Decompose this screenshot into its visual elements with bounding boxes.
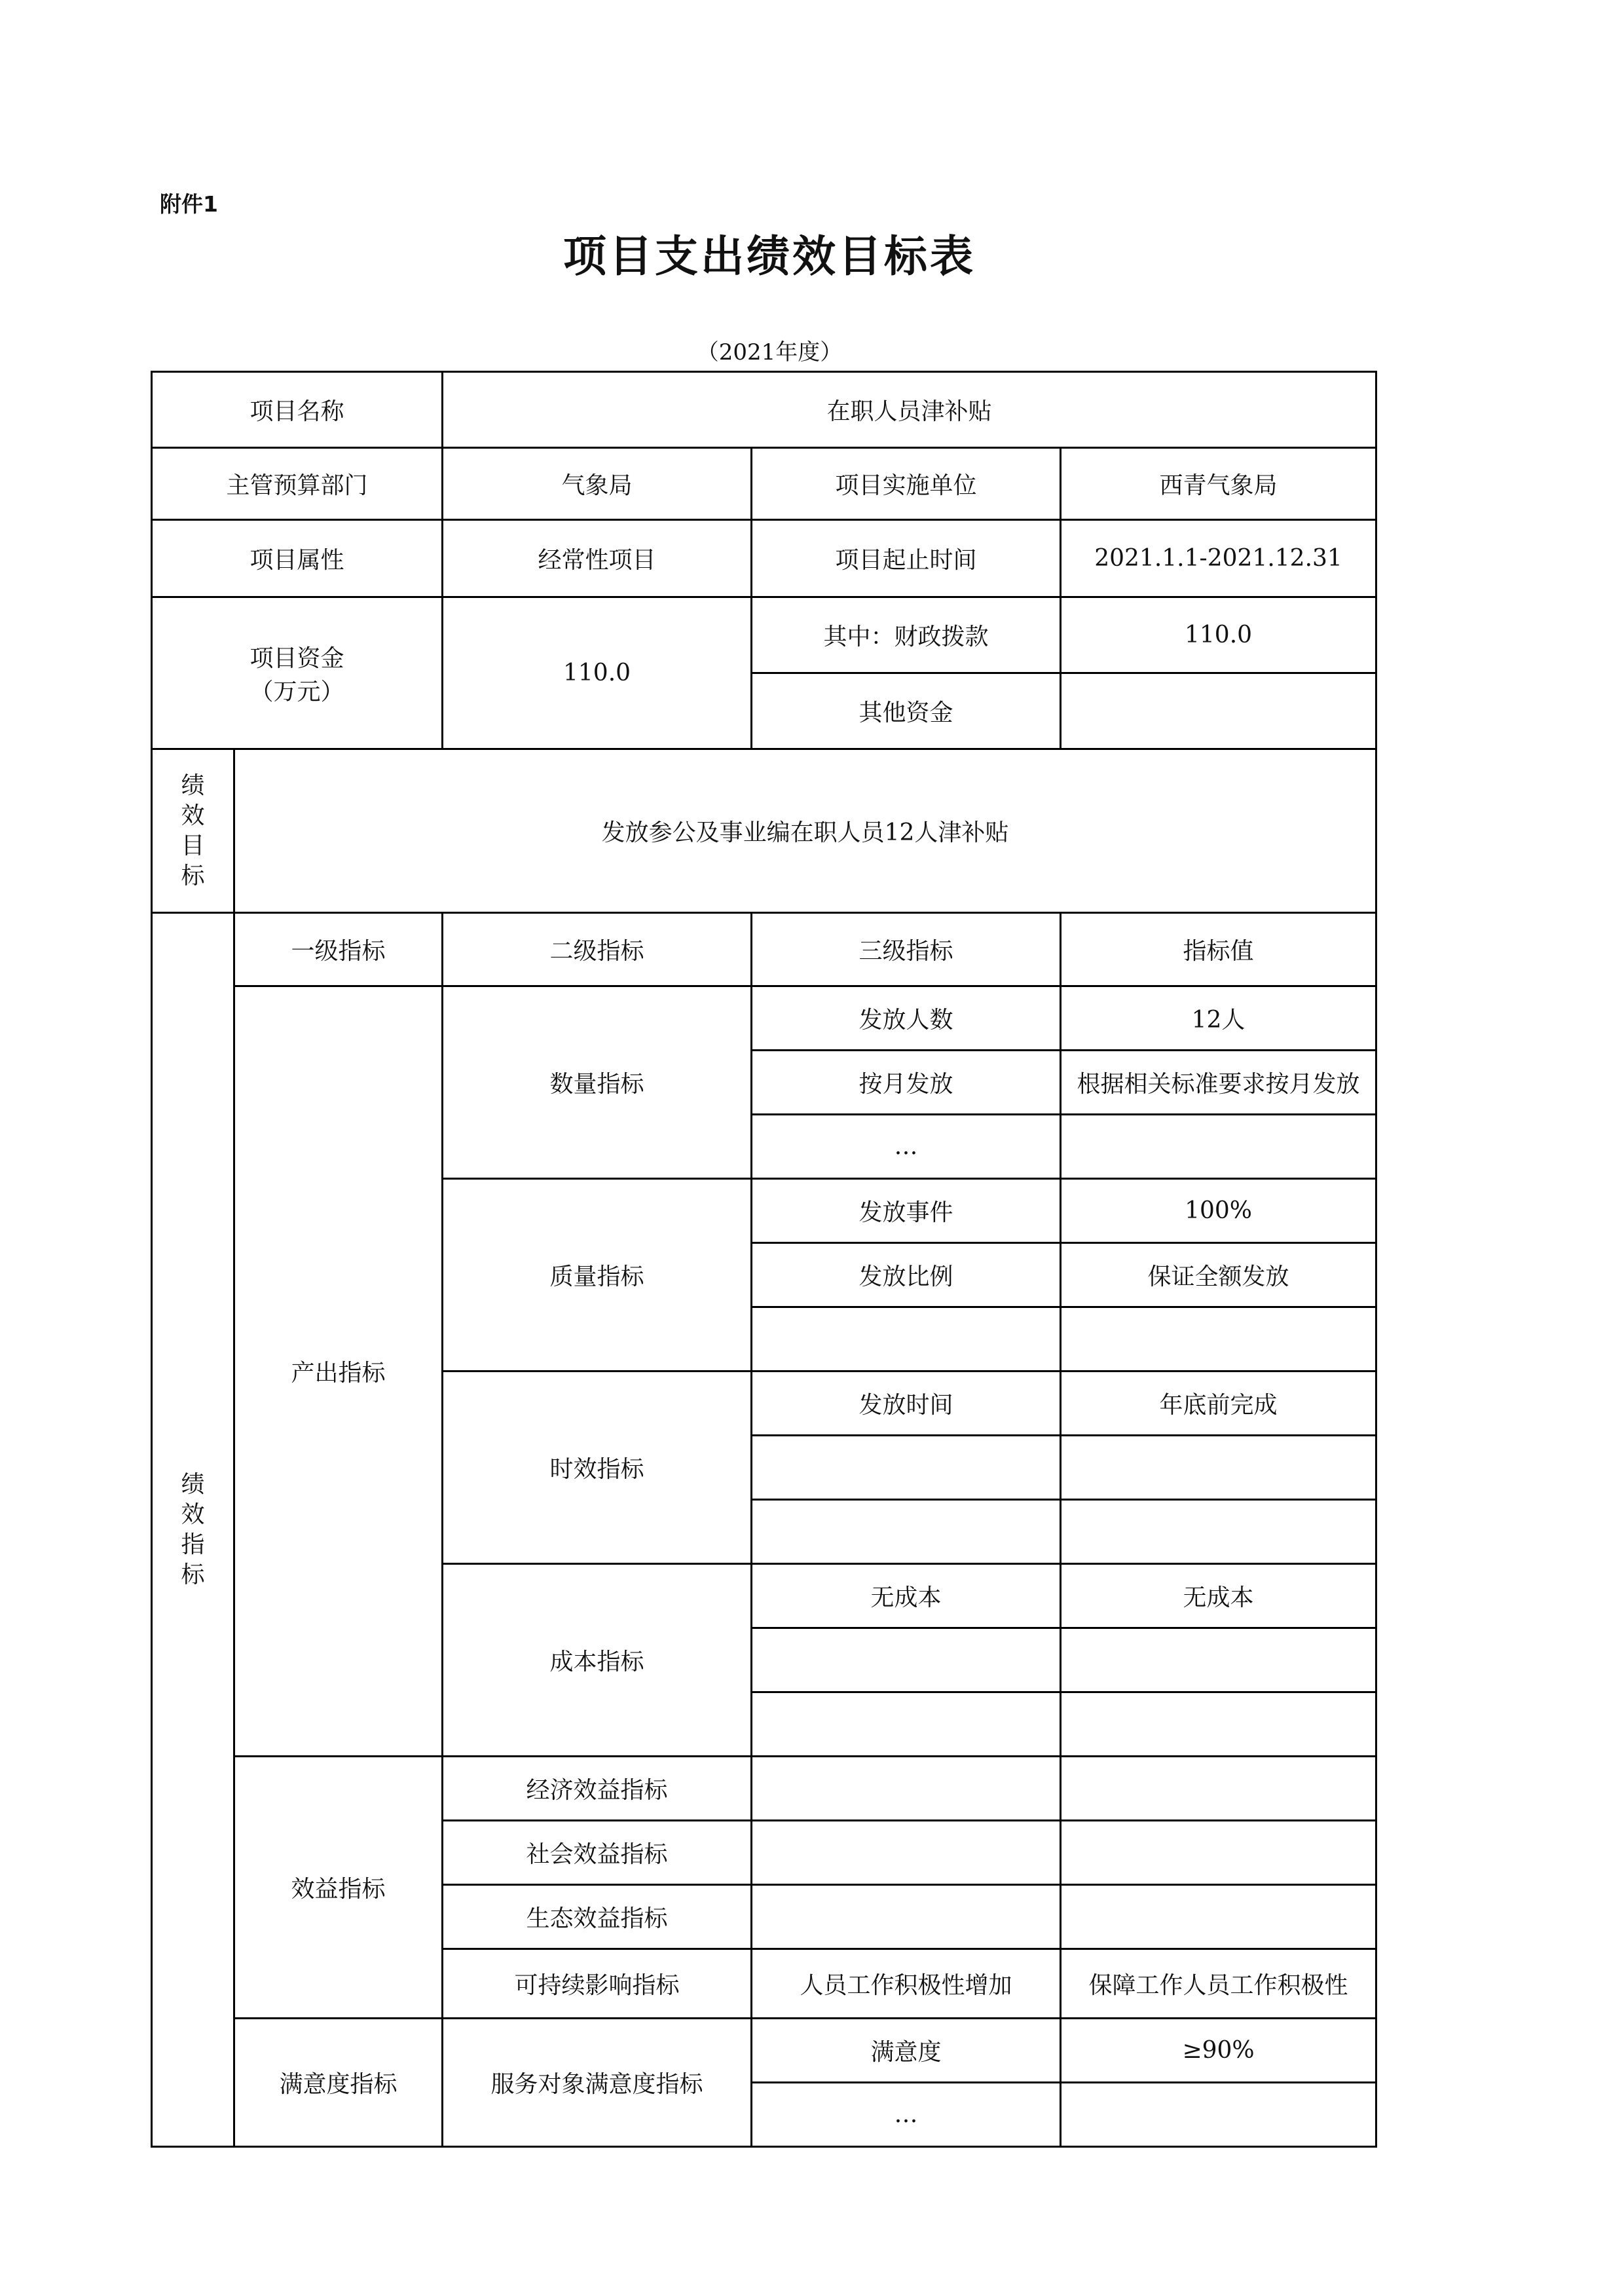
level3-cell: 发放人数 [752, 986, 1061, 1051]
impl-unit-value: 西青气象局 [1061, 448, 1376, 520]
dept-value: 气象局 [443, 448, 752, 520]
value-cell [1061, 1821, 1376, 1885]
value-cell: 无成本 [1061, 1564, 1376, 1628]
level3-cell [752, 1885, 1061, 1949]
level3-cell: 满意度 [752, 2019, 1061, 2083]
header-level1: 一级指标 [234, 913, 443, 986]
value-cell [1061, 1692, 1376, 1757]
indicator-header-row [152, 913, 1376, 986]
year-label: （2021年度） [696, 339, 843, 365]
page-title: 项目支出绩效目标表 [563, 231, 976, 282]
level3-cell [752, 1500, 1061, 1564]
value-cell: 12人 [1061, 986, 1376, 1051]
level3-cell [752, 1436, 1061, 1500]
cost-label: 成本指标 [443, 1564, 752, 1757]
level3-cell: 发放比例 [752, 1243, 1061, 1307]
value-cell: 根据相关标准要求按月发放 [1061, 1051, 1376, 1115]
goal-row [152, 749, 1376, 913]
dept-row [152, 448, 1376, 520]
level3-cell [752, 1692, 1061, 1757]
level2-cell: 生态效益指标 [443, 1885, 752, 1949]
level3-cell: 按月发放 [752, 1051, 1061, 1115]
level3-cell [752, 1628, 1061, 1692]
value-cell [1061, 2083, 1376, 2147]
fiscal-value: 110.0 [1061, 597, 1376, 673]
period-label: 项目起止时间 [752, 520, 1061, 597]
funds-row [152, 597, 1376, 673]
level2-cell: 可持续影响指标 [443, 1949, 752, 2019]
quality-label: 质量指标 [443, 1179, 752, 1371]
level3-cell: 发放事件 [752, 1179, 1061, 1243]
other-funds-value [1061, 673, 1376, 749]
value-cell [1061, 1307, 1376, 1371]
period-value: 2021.1.1-2021.12.31 [1061, 520, 1376, 597]
project-name-value: 在职人员津补贴 [443, 372, 1376, 448]
goal-text: 发放参公及事业编在职人员12人津补贴 [234, 749, 1376, 913]
funds-label-cell [152, 597, 443, 749]
level2-cell: 社会效益指标 [443, 1821, 752, 1885]
impl-unit-label: 项目实施单位 [752, 448, 1061, 520]
table-row [152, 986, 1376, 1051]
performance-table [151, 371, 1377, 2148]
funds-unit: （万元） [249, 678, 344, 705]
level3-cell [752, 1757, 1061, 1821]
quantity-label: 数量指标 [443, 986, 752, 1179]
value-cell: 保障工作人员工作积极性 [1061, 1949, 1376, 2019]
satisfaction-sub-label: 服务对象满意度指标 [443, 2019, 752, 2147]
value-cell [1061, 1885, 1376, 1949]
header-level2: 二级指标 [443, 913, 752, 986]
attr-row [152, 520, 1376, 597]
satisfaction-label: 满意度指标 [234, 2019, 443, 2147]
value-cell [1061, 1500, 1376, 1564]
project-name-label: 项目名称 [152, 372, 443, 448]
attr-label: 项目属性 [152, 520, 443, 597]
attr-value: 经常性项目 [443, 520, 752, 597]
value-cell [1061, 1628, 1376, 1692]
level3-cell: 无成本 [752, 1564, 1061, 1628]
dept-label: 主管预算部门 [152, 448, 443, 520]
value-cell: 100% [1061, 1179, 1376, 1243]
goal-label: 绩效目标 [152, 749, 234, 913]
header-level3: 三级指标 [752, 913, 1061, 986]
table-row [152, 2019, 1376, 2083]
table-row [152, 1757, 1376, 1821]
value-cell: ≥90% [1061, 2019, 1376, 2083]
indicators-side-label: 绩效指标 [152, 913, 234, 2147]
value-cell [1061, 1757, 1376, 1821]
timeliness-label: 时效指标 [443, 1371, 752, 1564]
other-funds-label: 其他资金 [752, 673, 1061, 749]
benefit-label: 效益指标 [234, 1757, 443, 2019]
attachment-label: 附件1 [160, 191, 218, 217]
header-value: 指标值 [1061, 913, 1376, 986]
output-label: 产出指标 [234, 986, 443, 1757]
level2-cell: 经济效益指标 [443, 1757, 752, 1821]
project-name-row [152, 372, 1376, 448]
level3-cell: … [752, 1115, 1061, 1179]
level3-cell: … [752, 2083, 1061, 2147]
value-cell [1061, 1436, 1376, 1500]
value-cell: 保证全额发放 [1061, 1243, 1376, 1307]
funds-label: 项目资金 [249, 644, 344, 672]
fiscal-label: 其中：财政拨款 [752, 597, 1061, 673]
value-cell: 年底前完成 [1061, 1371, 1376, 1436]
level3-cell [752, 1307, 1061, 1371]
level3-cell: 发放时间 [752, 1371, 1061, 1436]
funds-total: 110.0 [443, 597, 752, 749]
level3-cell [752, 1821, 1061, 1885]
value-cell [1061, 1115, 1376, 1179]
level3-cell: 人员工作积极性增加 [752, 1949, 1061, 2019]
